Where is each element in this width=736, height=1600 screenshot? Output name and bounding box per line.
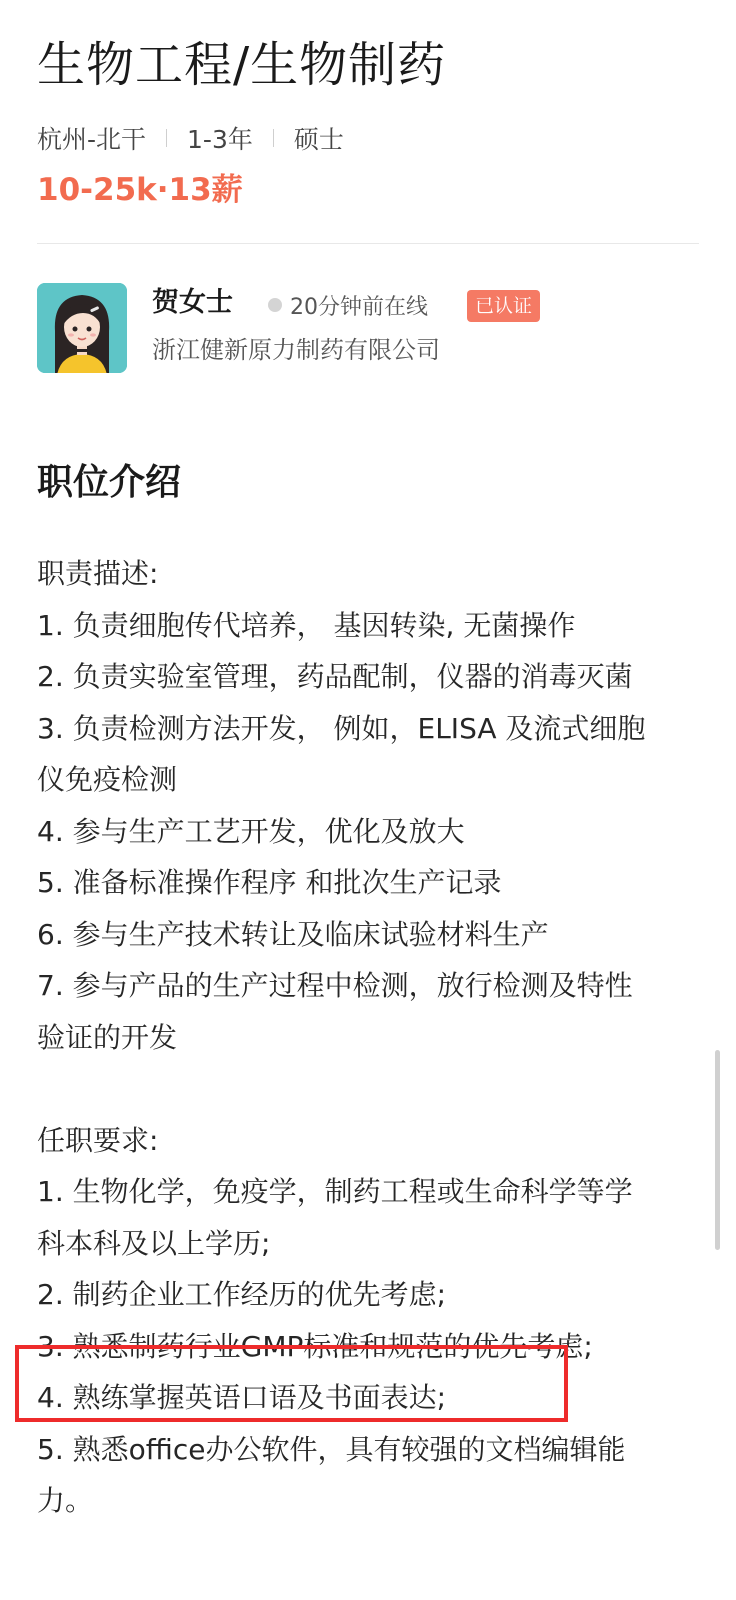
- duty-line: 4. 参与生产工艺开发，优化及放大: [37, 814, 465, 848]
- recruiter-avatar[interactable]: [37, 283, 127, 373]
- duty-line: 2. 负责实验室管理，药品配制，仪器的消毒灭菌: [37, 660, 633, 693]
- requirement-line: 3. 熟悉制药行业GMP标准和规范的优先考虑;: [37, 1329, 593, 1363]
- scrollbar[interactable]: [715, 1050, 720, 1250]
- meta-divider: [273, 129, 274, 147]
- duty-line: 5. 准备标准操作程序 和批次生产记录: [37, 866, 502, 899]
- online-dot-icon: [268, 298, 282, 312]
- job-description: [37, 548, 687, 1527]
- duty-line: 3. 负责检测方法开发， 例如，ELISA 及流式细胞: [37, 711, 646, 745]
- meta-divider: [166, 129, 167, 147]
- job-education: 硕士: [293, 125, 344, 154]
- recruiter-name: 贺女士: [152, 287, 233, 318]
- avatar-illustration: [37, 283, 127, 373]
- job-meta: [37, 122, 344, 154]
- section-divider: [37, 243, 699, 244]
- requirement-line: 科本科及以上学历;: [37, 1226, 271, 1260]
- requirement-line: 力。: [37, 1484, 94, 1517]
- requirement-line: 4. 熟练掌握英语口语及书面表达;: [37, 1381, 447, 1414]
- job-city: 杭州-北干: [37, 125, 147, 154]
- company-name[interactable]: 浙江健新原力制药有限公司: [152, 336, 440, 364]
- requirements-title: 任职要求:: [37, 1123, 159, 1157]
- job-experience: 1-3年: [187, 125, 253, 154]
- requirement-line: 5. 熟悉office办公软件，具有较强的文档编辑能: [37, 1432, 626, 1466]
- duty-line: 验证的开发: [37, 1020, 178, 1054]
- duty-line: 1. 负责细胞传代培养， 基因转染, 无菌操作: [37, 608, 576, 642]
- duty-line: 6. 参与生产技术转让及临床试验材料生产: [37, 917, 549, 951]
- duty-line: 仪免疫检测: [37, 763, 178, 796]
- section-title-job-intro: 职位介绍: [37, 462, 182, 503]
- online-status-text: 20分钟前在线: [290, 294, 428, 320]
- verified-badge: 已认证: [467, 290, 540, 322]
- duties-title: 职责描述:: [37, 557, 159, 590]
- requirement-line: 1. 生物化学，免疫学，制药工程或生命科学等学: [37, 1175, 633, 1208]
- job-salary: 10-25k·13薪: [37, 172, 243, 208]
- online-status: [268, 290, 428, 320]
- duty-line: 7. 参与产品的生产过程中检测，放行检测及特性: [37, 969, 633, 1002]
- requirement-line: 2. 制药企业工作经历的优先考虑;: [37, 1278, 447, 1311]
- paragraph-gap: [37, 1063, 687, 1115]
- job-title: 生物工程/生物制药: [37, 37, 447, 93]
